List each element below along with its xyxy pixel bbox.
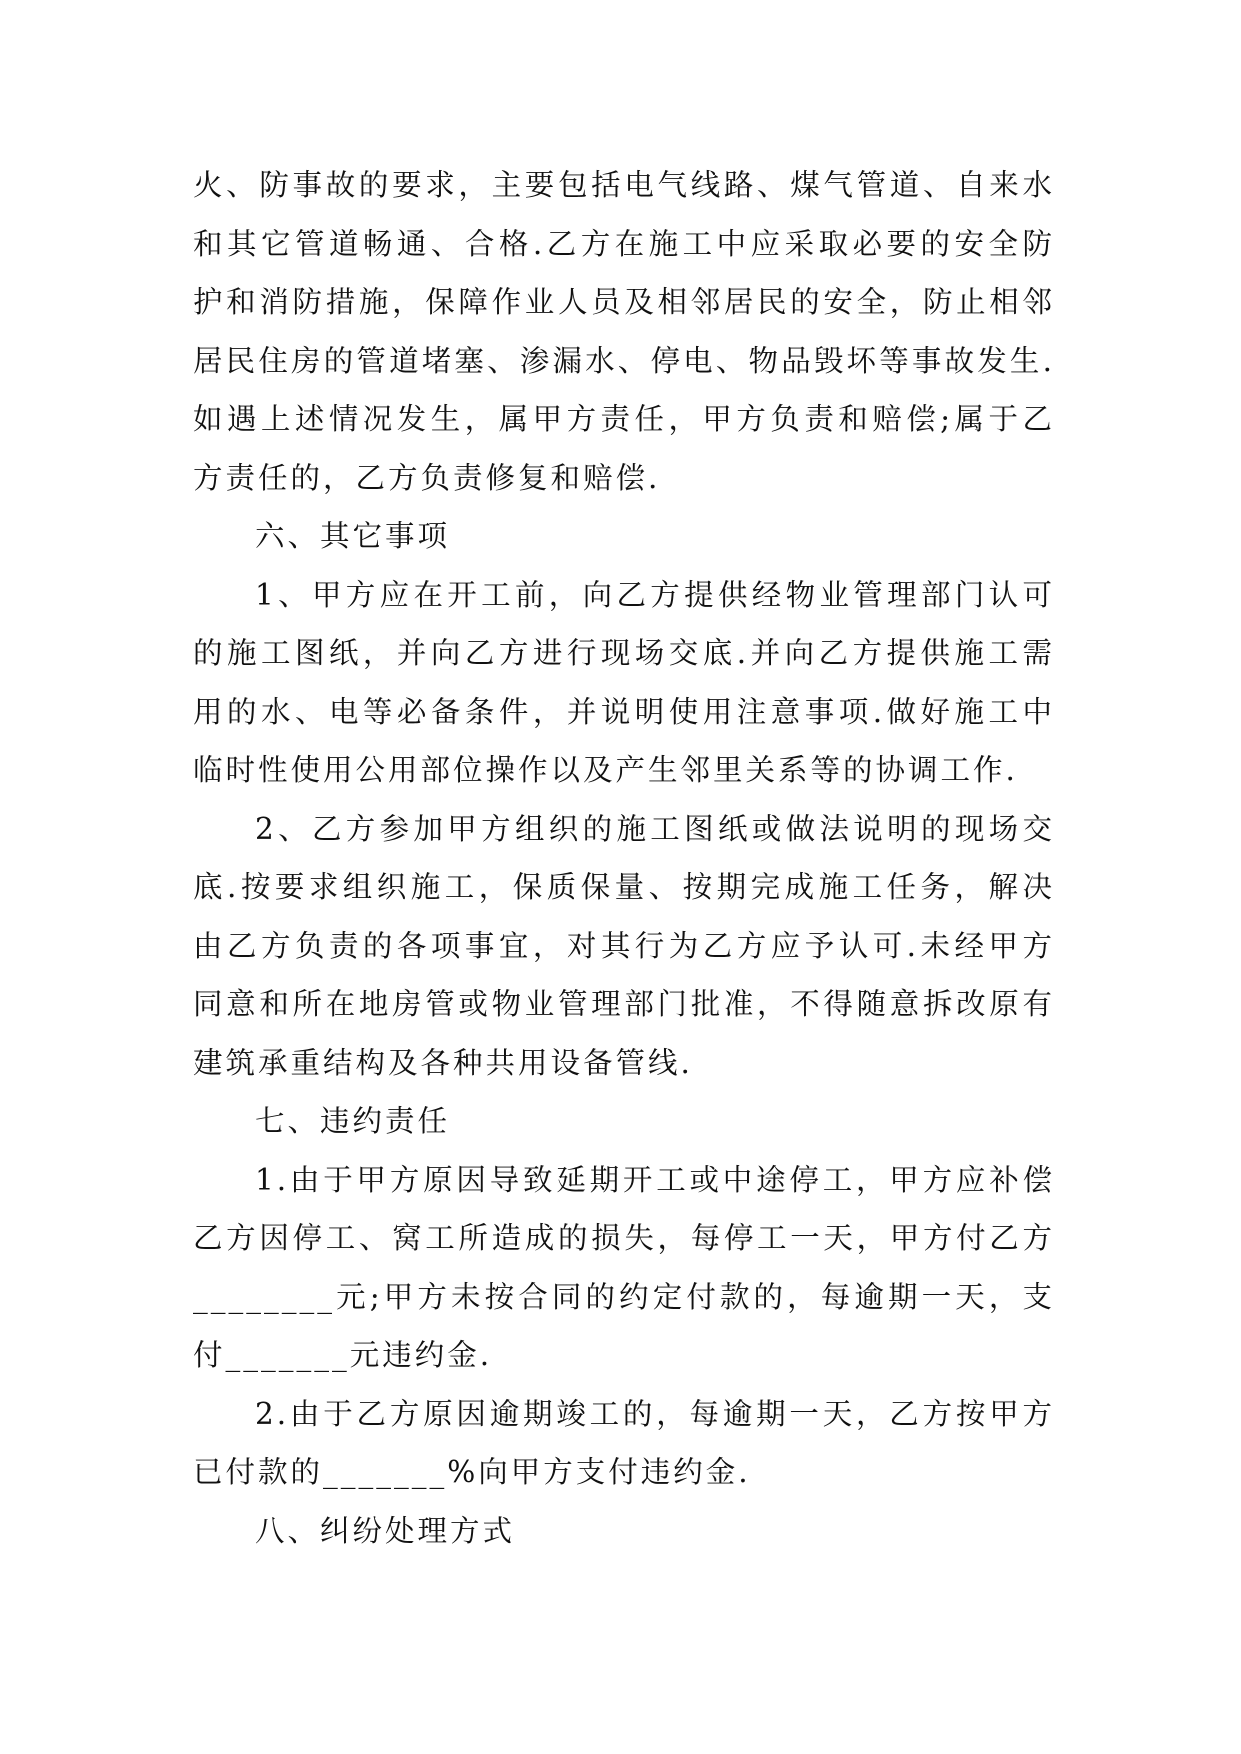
text-line: 1、甲方应在开工前，向乙方提供经物业管理部门认可 <box>255 577 1055 612</box>
text-line: 底.按要求组织施工，保质保量、按期完成施工任务，解决 <box>193 870 1055 904</box>
text-line: 用的水、电等必备条件，并说明使用注意事项.做好施工中 <box>193 694 1055 729</box>
text-line: 方责任的，乙方负责修复和赔偿. <box>193 460 661 495</box>
text-line: 的施工图纸，并向乙方进行现场交底.并向乙方提供施工需 <box>193 636 1055 670</box>
text-line: 2.由于乙方原因逾期竣工的，每逾期一天，乙方按甲方 <box>255 1396 1055 1431</box>
text-line: 居民住房的管道堵塞、渗漏水、停电、物品毁坏等事故发生. <box>193 343 1055 378</box>
text-line: 乙方因停工、窝工所造成的损失，每停工一天，甲方付乙方 <box>193 1221 1055 1255</box>
text-line: 付_______元违约金. <box>193 1338 493 1372</box>
section-heading: 六、其它事项 <box>255 519 451 553</box>
text-line: 2、乙方参加甲方组织的施工图纸或做法说明的现场交 <box>255 811 1055 846</box>
text-line: 和其它管道畅通、合格.乙方在施工中应采取必要的安全防 <box>193 226 1055 261</box>
text-line: 建筑承重结构及各种共用设备管线. <box>193 1045 693 1080</box>
text-line: ________元;甲方未按合同的约定付款的，每逾期一天，支 <box>193 1279 1055 1314</box>
text-line: 如遇上述情况发生，属甲方责任，甲方负责和赔偿;属于乙 <box>193 402 1055 436</box>
text-line: 火、防事故的要求，主要包括电气线路、煤气管道、自来水 <box>193 168 1055 202</box>
text-line: 1.由于甲方原因导致延期开工或中途停工，甲方应补偿 <box>255 1162 1055 1197</box>
text-line: 已付款的_______%向甲方支付违约金. <box>193 1455 751 1489</box>
text-line: 同意和所在地房管或物业管理部门批准，不得随意拆改原有 <box>193 987 1055 1021</box>
text-line: 护和消防措施，保障作业人员及相邻居民的安全，防止相邻 <box>193 285 1055 319</box>
text-line: 由乙方负责的各项事宜，对其行为乙方应予认可.未经甲方 <box>193 928 1055 963</box>
section-heading: 七、违约责任 <box>255 1104 451 1138</box>
section-heading: 八、纠纷处理方式 <box>255 1513 516 1548</box>
document-body <box>193 156 1055 1560</box>
text-line: 临时性使用公用部位操作以及产生邻里关系等的协调工作. <box>193 753 1018 787</box>
